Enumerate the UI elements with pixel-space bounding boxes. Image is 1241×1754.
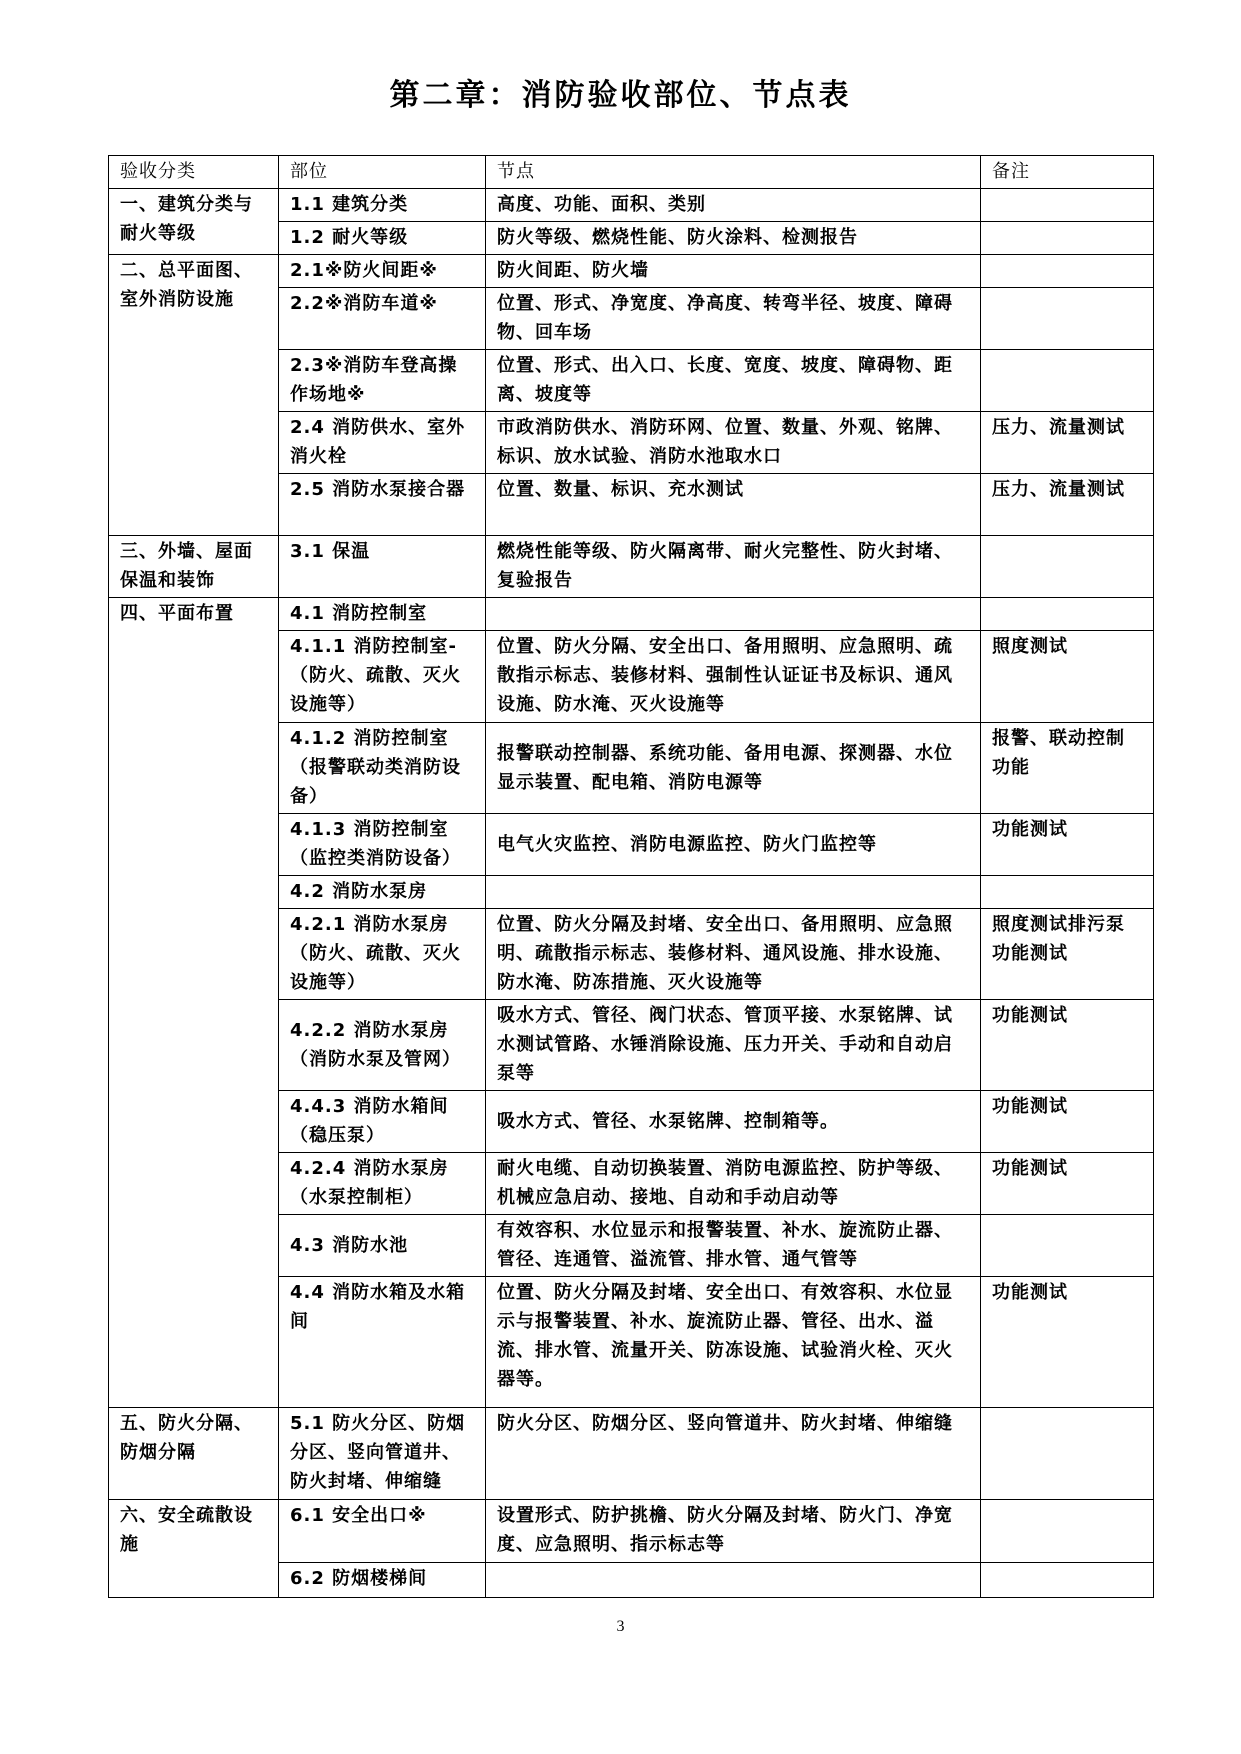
- cell-node: 设置形式、防护挑檐、防火分隔及封堵、防火门、净宽度、应急照明、指示标志等: [486, 1500, 981, 1563]
- cell-note: 报警、联动控制功能: [981, 723, 1154, 814]
- cell-node: 有效容积、水位显示和报警装置、补水、旋流防止器、管径、连通管、溢流管、排水管、通气管等: [486, 1215, 981, 1277]
- cell-part: 4.1.1 消防控制室-（防火、疏散、灭火设施等）: [279, 631, 486, 723]
- cell-node: 位置、数量、标识、充水测试: [486, 474, 981, 536]
- table-row: [109, 1408, 1154, 1500]
- cell-note: [981, 1215, 1154, 1277]
- header-part: 部位: [279, 156, 486, 189]
- acceptance-table: [108, 155, 1154, 1598]
- table-row: [109, 598, 1154, 631]
- cell-category: 四、平面布置: [109, 598, 279, 1408]
- cell-note: 功能测试: [981, 1091, 1154, 1153]
- cell-part: 6.1 安全出口※: [279, 1500, 486, 1563]
- cell-node: 电气火灾监控、消防电源监控、防火门监控等: [486, 814, 981, 876]
- header-note: 备注: [981, 156, 1154, 189]
- cell-part: 3.1 保温: [279, 536, 486, 598]
- cell-category: 五、防火分隔、防烟分隔: [109, 1408, 279, 1500]
- cell-note: [981, 598, 1154, 631]
- cell-part: 4.4 消防水箱及水箱间: [279, 1277, 486, 1408]
- cell-note: [981, 189, 1154, 222]
- header-node: 节点: [486, 156, 981, 189]
- cell-note: 功能测试: [981, 1277, 1154, 1408]
- cell-node: 位置、防火分隔及封堵、安全出口、有效容积、水位显示与报警装置、补水、旋流防止器、管径、出水、溢流、排水管、流量开关、防冻设施、试验消火栓、灭火器等。: [486, 1277, 981, 1408]
- cell-part: 6.2 防烟楼梯间: [279, 1563, 486, 1598]
- cell-note: 功能测试: [981, 814, 1154, 876]
- cell-part: 4.4.3 消防水箱间（稳压泵）: [279, 1091, 486, 1153]
- cell-part: 2.1※防火间距※: [279, 255, 486, 288]
- table-row: [109, 1500, 1154, 1563]
- cell-node: 位置、防火分隔及封堵、安全出口、备用照明、应急照明、疏散指示标志、装修材料、通风设施、排水设施、防水淹、防冻措施、灭火设施等: [486, 909, 981, 1000]
- cell-note: [981, 1500, 1154, 1563]
- cell-category: 二、总平面图、室外消防设施: [109, 255, 279, 536]
- cell-node: 高度、功能、面积、类别: [486, 189, 981, 222]
- cell-category: 三、外墙、屋面保温和装饰: [109, 536, 279, 598]
- cell-part: 4.2.1 消防水泵房（防火、疏散、灭火设施等）: [279, 909, 486, 1000]
- cell-node: 市政消防供水、消防环网、位置、数量、外观、铭牌、标识、放水试验、消防水池取水口: [486, 412, 981, 474]
- cell-part: 2.5 消防水泵接合器: [279, 474, 486, 536]
- cell-part: 4.2.4 消防水泵房（水泵控制柜）: [279, 1153, 486, 1215]
- cell-part: 1.1 建筑分类: [279, 189, 486, 222]
- cell-note: [981, 536, 1154, 598]
- cell-note: [981, 1563, 1154, 1598]
- cell-node: 位置、防火分隔、安全出口、备用照明、应急照明、疏散指示标志、装修材料、强制性认证证书及标识、通风设施、防水淹、灭火设施等: [486, 631, 981, 723]
- cell-note: 功能测试: [981, 1153, 1154, 1215]
- cell-note: [981, 222, 1154, 255]
- cell-note: 照度测试排污泵功能测试: [981, 909, 1154, 1000]
- cell-part: 2.4 消防供水、室外消火栓: [279, 412, 486, 474]
- cell-node: 防火间距、防火墙: [486, 255, 981, 288]
- cell-note: [981, 350, 1154, 412]
- cell-part: 2.2※消防车道※: [279, 288, 486, 350]
- cell-note: 压力、流量测试: [981, 412, 1154, 474]
- cell-note: 照度测试: [981, 631, 1154, 723]
- cell-category: 一、建筑分类与耐火等级: [109, 189, 279, 255]
- cell-node: 报警联动控制器、系统功能、备用电源、探测器、水位显示装置、配电箱、消防电源等: [486, 723, 981, 814]
- cell-part: 5.1 防火分区、防烟分区、竖向管道井、防火封堵、伸缩缝: [279, 1408, 486, 1500]
- cell-node: 防火等级、燃烧性能、防火涂料、检测报告: [486, 222, 981, 255]
- table-header-row: [109, 156, 1154, 189]
- header-category: 验收分类: [109, 156, 279, 189]
- cell-note: [981, 876, 1154, 909]
- cell-part: 4.2.2 消防水泵房（消防水泵及管网）: [279, 1000, 486, 1091]
- cell-node: [486, 598, 981, 631]
- cell-node: 位置、形式、出入口、长度、宽度、坡度、障碍物、距离、坡度等: [486, 350, 981, 412]
- cell-node: 燃烧性能等级、防火隔离带、耐火完整性、防火封堵、复验报告: [486, 536, 981, 598]
- table-row: [109, 536, 1154, 598]
- cell-part: 4.1.3 消防控制室（监控类消防设备）: [279, 814, 486, 876]
- cell-part: 4.2 消防水泵房: [279, 876, 486, 909]
- page-title: 第二章：消防验收部位、节点表: [389, 78, 852, 113]
- cell-part: 4.1.2 消防控制室（报警联动类消防设备）: [279, 723, 486, 814]
- cell-node: 位置、形式、净宽度、净高度、转弯半径、坡度、障碍物、回车场: [486, 288, 981, 350]
- cell-node: 耐火电缆、自动切换装置、消防电源监控、防护等级、机械应急启动、接地、自动和手动启动等: [486, 1153, 981, 1215]
- cell-part: 1.2 耐火等级: [279, 222, 486, 255]
- cell-node: [486, 1563, 981, 1598]
- cell-note: 功能测试: [981, 1000, 1154, 1091]
- page-number: 3: [616, 1618, 625, 1635]
- table-row: [109, 189, 1154, 222]
- cell-node: 吸水方式、管径、阀门状态、管顶平接、水泵铭牌、试水测试管路、水锤消除设施、压力开关、手动和自动启泵等: [486, 1000, 981, 1091]
- cell-part: 4.1 消防控制室: [279, 598, 486, 631]
- table-row: [109, 255, 1154, 288]
- cell-note: [981, 255, 1154, 288]
- cell-note: 压力、流量测试: [981, 474, 1154, 536]
- cell-node: [486, 876, 981, 909]
- cell-note: [981, 288, 1154, 350]
- cell-part: 2.3※消防车登高操作场地※: [279, 350, 486, 412]
- cell-node: 吸水方式、管径、水泵铭牌、控制箱等。: [486, 1091, 981, 1153]
- cell-category: 六、安全疏散设施: [109, 1500, 279, 1598]
- cell-note: [981, 1408, 1154, 1500]
- cell-part: 4.3 消防水池: [279, 1215, 486, 1277]
- cell-node: 防火分区、防烟分区、竖向管道井、防火封堵、伸缩缝: [486, 1408, 981, 1500]
